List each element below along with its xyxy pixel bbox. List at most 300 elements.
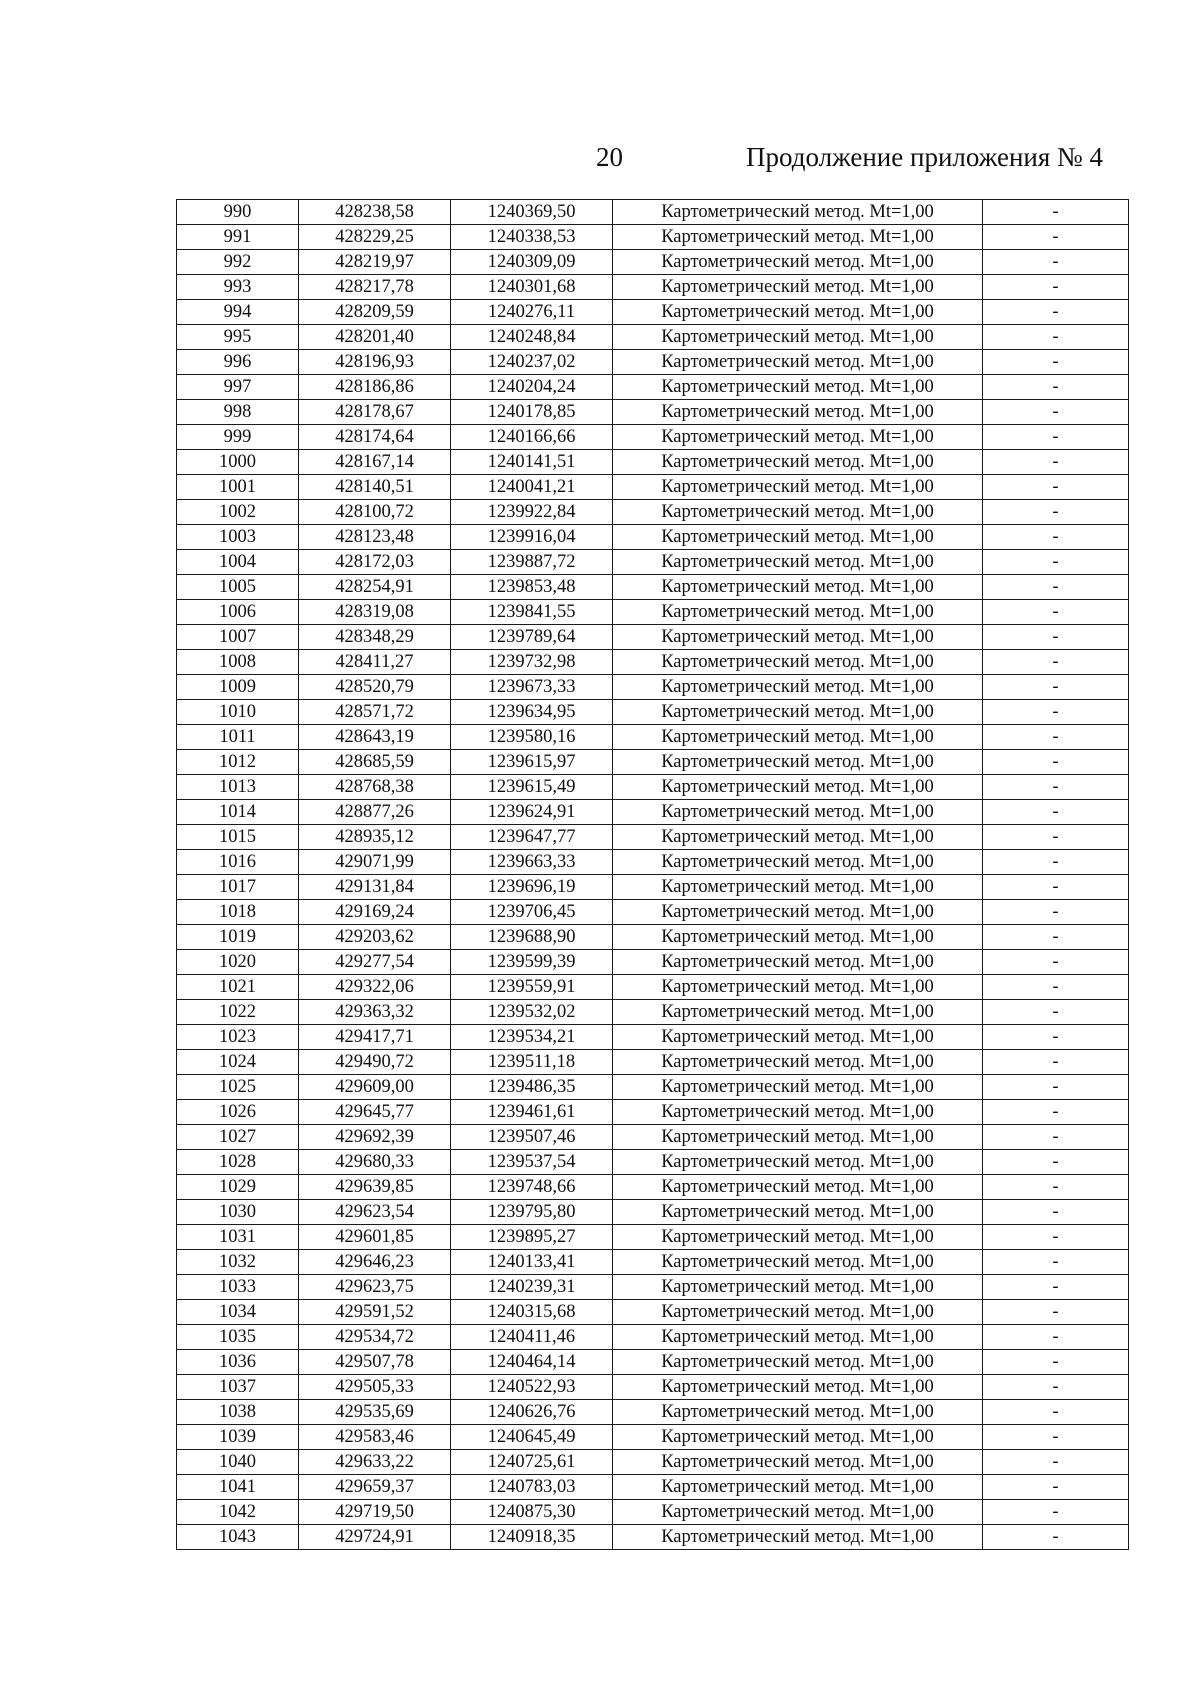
table-row — [177, 475, 1129, 500]
table-row — [177, 825, 1129, 850]
table-row — [177, 875, 1129, 900]
table-row — [177, 975, 1129, 1000]
x-coordinate-cell: 429277,54 — [299, 950, 451, 975]
note-cell: - — [983, 300, 1129, 325]
y-coordinate-cell: 1240645,49 — [451, 1425, 613, 1450]
point-number-cell: 1037 — [177, 1375, 299, 1400]
method-cell: Картометрический метод. Mt=1,00 — [613, 1100, 983, 1125]
x-coordinate-cell: 428217,78 — [299, 275, 451, 300]
note-cell: - — [983, 250, 1129, 275]
method-cell: Картометрический метод. Mt=1,00 — [613, 1350, 983, 1375]
method-cell: Картометрический метод. Mt=1,00 — [613, 1125, 983, 1150]
point-number-cell: 1040 — [177, 1450, 299, 1475]
table-row — [177, 1375, 1129, 1400]
method-cell: Картометрический метод. Mt=1,00 — [613, 500, 983, 525]
note-cell: - — [983, 875, 1129, 900]
note-cell: - — [983, 1425, 1129, 1450]
point-number-cell: 1028 — [177, 1150, 299, 1175]
coordinates-table — [176, 199, 1129, 1550]
table-row — [177, 1450, 1129, 1475]
point-number-cell: 1002 — [177, 500, 299, 525]
method-cell: Картометрический метод. Mt=1,00 — [613, 300, 983, 325]
y-coordinate-cell: 1239673,33 — [451, 675, 613, 700]
x-coordinate-cell: 429645,77 — [299, 1100, 451, 1125]
table-row — [177, 1425, 1129, 1450]
table-row — [177, 325, 1129, 350]
table-row — [177, 1225, 1129, 1250]
note-cell: - — [983, 1400, 1129, 1425]
y-coordinate-cell: 1240522,93 — [451, 1375, 613, 1400]
table-row — [177, 850, 1129, 875]
note-cell: - — [983, 650, 1129, 675]
point-number-cell: 1009 — [177, 675, 299, 700]
y-coordinate-cell: 1239663,33 — [451, 850, 613, 875]
note-cell: - — [983, 625, 1129, 650]
note-cell: - — [983, 1200, 1129, 1225]
point-number-cell: 1015 — [177, 825, 299, 850]
x-coordinate-cell: 429322,06 — [299, 975, 451, 1000]
method-cell: Картометрический метод. Mt=1,00 — [613, 400, 983, 425]
note-cell: - — [983, 1150, 1129, 1175]
method-cell: Картометрический метод. Mt=1,00 — [613, 550, 983, 575]
point-number-cell: 999 — [177, 425, 299, 450]
method-cell: Картометрический метод. Mt=1,00 — [613, 825, 983, 850]
table-row — [177, 1150, 1129, 1175]
y-coordinate-cell: 1239534,21 — [451, 1025, 613, 1050]
note-cell: - — [983, 400, 1129, 425]
note-cell: - — [983, 1000, 1129, 1025]
y-coordinate-cell: 1239580,16 — [451, 725, 613, 750]
point-number-cell: 1036 — [177, 1350, 299, 1375]
y-coordinate-cell: 1239511,18 — [451, 1050, 613, 1075]
page-caption: Продолжение приложения № 4 — [746, 142, 1104, 172]
note-cell: - — [983, 425, 1129, 450]
table-row — [177, 575, 1129, 600]
method-cell: Картометрический метод. Mt=1,00 — [613, 1525, 983, 1550]
x-coordinate-cell: 429507,78 — [299, 1350, 451, 1375]
table-row — [177, 625, 1129, 650]
x-coordinate-cell: 429417,71 — [299, 1025, 451, 1050]
method-cell: Картометрический метод. Mt=1,00 — [613, 1275, 983, 1300]
method-cell: Картометрический метод. Mt=1,00 — [613, 200, 983, 225]
x-coordinate-cell: 429659,37 — [299, 1475, 451, 1500]
x-coordinate-cell: 429646,23 — [299, 1250, 451, 1275]
method-cell: Картометрический метод. Mt=1,00 — [613, 700, 983, 725]
note-cell: - — [983, 450, 1129, 475]
y-coordinate-cell: 1240204,24 — [451, 375, 613, 400]
y-coordinate-cell: 1240133,41 — [451, 1250, 613, 1275]
table-row — [177, 300, 1129, 325]
note-cell: - — [983, 1325, 1129, 1350]
y-coordinate-cell: 1239789,64 — [451, 625, 613, 650]
x-coordinate-cell: 429363,32 — [299, 1000, 451, 1025]
table-row — [177, 650, 1129, 675]
y-coordinate-cell: 1240918,35 — [451, 1525, 613, 1550]
method-cell: Картометрический метод. Mt=1,00 — [613, 925, 983, 950]
y-coordinate-cell: 1239895,27 — [451, 1225, 613, 1250]
x-coordinate-cell: 428411,27 — [299, 650, 451, 675]
point-number-cell: 1018 — [177, 900, 299, 925]
method-cell: Картометрический метод. Mt=1,00 — [613, 675, 983, 700]
method-cell: Картометрический метод. Mt=1,00 — [613, 1200, 983, 1225]
note-cell: - — [983, 800, 1129, 825]
x-coordinate-cell: 428768,38 — [299, 775, 451, 800]
y-coordinate-cell: 1239732,98 — [451, 650, 613, 675]
point-number-cell: 1017 — [177, 875, 299, 900]
x-coordinate-cell: 428196,93 — [299, 350, 451, 375]
note-cell: - — [983, 775, 1129, 800]
point-number-cell: 992 — [177, 250, 299, 275]
note-cell: - — [983, 925, 1129, 950]
point-number-cell: 1010 — [177, 700, 299, 725]
x-coordinate-cell: 428319,08 — [299, 600, 451, 625]
y-coordinate-cell: 1239615,49 — [451, 775, 613, 800]
point-number-cell: 1033 — [177, 1275, 299, 1300]
table-row — [177, 500, 1129, 525]
point-number-cell: 1027 — [177, 1125, 299, 1150]
x-coordinate-cell: 428254,91 — [299, 575, 451, 600]
x-coordinate-cell: 429724,91 — [299, 1525, 451, 1550]
note-cell: - — [983, 900, 1129, 925]
method-cell: Картометрический метод. Mt=1,00 — [613, 1225, 983, 1250]
table-row — [177, 1350, 1129, 1375]
point-number-cell: 1029 — [177, 1175, 299, 1200]
method-cell: Картометрический метод. Mt=1,00 — [613, 725, 983, 750]
table-row — [177, 1075, 1129, 1100]
point-number-cell: 1041 — [177, 1475, 299, 1500]
method-cell: Картометрический метод. Mt=1,00 — [613, 1400, 983, 1425]
y-coordinate-cell: 1239922,84 — [451, 500, 613, 525]
note-cell: - — [983, 350, 1129, 375]
note-cell: - — [983, 1375, 1129, 1400]
x-coordinate-cell: 428685,59 — [299, 750, 451, 775]
method-cell: Картометрический метод. Mt=1,00 — [613, 1175, 983, 1200]
method-cell: Картометрический метод. Mt=1,00 — [613, 775, 983, 800]
x-coordinate-cell: 429609,00 — [299, 1075, 451, 1100]
method-cell: Картометрический метод. Mt=1,00 — [613, 950, 983, 975]
table-row — [177, 275, 1129, 300]
x-coordinate-cell: 429169,24 — [299, 900, 451, 925]
point-number-cell: 1001 — [177, 475, 299, 500]
note-cell: - — [983, 1050, 1129, 1075]
x-coordinate-cell: 428186,86 — [299, 375, 451, 400]
y-coordinate-cell: 1240626,76 — [451, 1400, 613, 1425]
point-number-cell: 990 — [177, 200, 299, 225]
x-coordinate-cell: 428201,40 — [299, 325, 451, 350]
note-cell: - — [983, 225, 1129, 250]
method-cell: Картометрический метод. Mt=1,00 — [613, 225, 983, 250]
y-coordinate-cell: 1240178,85 — [451, 400, 613, 425]
x-coordinate-cell: 429623,54 — [299, 1200, 451, 1225]
table-row — [177, 250, 1129, 275]
method-cell: Картометрический метод. Mt=1,00 — [613, 900, 983, 925]
y-coordinate-cell: 1240875,30 — [451, 1500, 613, 1525]
y-coordinate-cell: 1239795,80 — [451, 1200, 613, 1225]
method-cell: Картометрический метод. Mt=1,00 — [613, 975, 983, 1000]
x-coordinate-cell: 429639,85 — [299, 1175, 451, 1200]
table-row — [177, 400, 1129, 425]
y-coordinate-cell: 1239748,66 — [451, 1175, 613, 1200]
x-coordinate-cell: 429601,85 — [299, 1225, 451, 1250]
x-coordinate-cell: 428140,51 — [299, 475, 451, 500]
point-number-cell: 1005 — [177, 575, 299, 600]
table-row — [177, 1200, 1129, 1225]
y-coordinate-cell: 1240166,66 — [451, 425, 613, 450]
note-cell: - — [983, 1300, 1129, 1325]
point-number-cell: 1012 — [177, 750, 299, 775]
x-coordinate-cell: 428167,14 — [299, 450, 451, 475]
method-cell: Картометрический метод. Mt=1,00 — [613, 575, 983, 600]
table-row — [177, 1475, 1129, 1500]
x-coordinate-cell: 429535,69 — [299, 1400, 451, 1425]
point-number-cell: 1011 — [177, 725, 299, 750]
x-coordinate-cell: 429534,72 — [299, 1325, 451, 1350]
y-coordinate-cell: 1240301,68 — [451, 275, 613, 300]
method-cell: Картометрический метод. Mt=1,00 — [613, 650, 983, 675]
table-row — [177, 600, 1129, 625]
table-row — [177, 700, 1129, 725]
table-row — [177, 200, 1129, 225]
point-number-cell: 1004 — [177, 550, 299, 575]
table-row — [177, 1325, 1129, 1350]
y-coordinate-cell: 1240309,09 — [451, 250, 613, 275]
method-cell: Картометрический метод. Mt=1,00 — [613, 475, 983, 500]
note-cell: - — [983, 325, 1129, 350]
note-cell: - — [983, 550, 1129, 575]
point-number-cell: 1022 — [177, 1000, 299, 1025]
y-coordinate-cell: 1239841,55 — [451, 600, 613, 625]
table-row — [177, 525, 1129, 550]
note-cell: - — [983, 675, 1129, 700]
y-coordinate-cell: 1240237,02 — [451, 350, 613, 375]
point-number-cell: 1034 — [177, 1300, 299, 1325]
y-coordinate-cell: 1239532,02 — [451, 1000, 613, 1025]
y-coordinate-cell: 1240239,31 — [451, 1275, 613, 1300]
method-cell: Картометрический метод. Mt=1,00 — [613, 600, 983, 625]
point-number-cell: 1016 — [177, 850, 299, 875]
y-coordinate-cell: 1240141,51 — [451, 450, 613, 475]
point-number-cell: 1021 — [177, 975, 299, 1000]
x-coordinate-cell: 428172,03 — [299, 550, 451, 575]
x-coordinate-cell: 429692,39 — [299, 1125, 451, 1150]
method-cell: Картометрический метод. Mt=1,00 — [613, 1500, 983, 1525]
point-number-cell: 1039 — [177, 1425, 299, 1450]
note-cell: - — [983, 1175, 1129, 1200]
table-row — [177, 950, 1129, 975]
table-row — [177, 1050, 1129, 1075]
method-cell: Картометрический метод. Mt=1,00 — [613, 325, 983, 350]
point-number-cell: 1030 — [177, 1200, 299, 1225]
point-number-cell: 993 — [177, 275, 299, 300]
table-row — [177, 800, 1129, 825]
point-number-cell: 1006 — [177, 600, 299, 625]
table-row — [177, 1175, 1129, 1200]
note-cell: - — [983, 725, 1129, 750]
note-cell: - — [983, 375, 1129, 400]
y-coordinate-cell: 1240041,21 — [451, 475, 613, 500]
y-coordinate-cell: 1239507,46 — [451, 1125, 613, 1150]
method-cell: Картометрический метод. Mt=1,00 — [613, 750, 983, 775]
y-coordinate-cell: 1239634,95 — [451, 700, 613, 725]
y-coordinate-cell: 1240369,50 — [451, 200, 613, 225]
point-number-cell: 995 — [177, 325, 299, 350]
point-number-cell: 1038 — [177, 1400, 299, 1425]
y-coordinate-cell: 1239706,45 — [451, 900, 613, 925]
y-coordinate-cell: 1239696,19 — [451, 875, 613, 900]
note-cell: - — [983, 1025, 1129, 1050]
method-cell: Картометрический метод. Mt=1,00 — [613, 875, 983, 900]
table-row — [177, 550, 1129, 575]
x-coordinate-cell: 428229,25 — [299, 225, 451, 250]
table-row — [177, 1400, 1129, 1425]
method-cell: Картометрический метод. Mt=1,00 — [613, 1000, 983, 1025]
table-row — [177, 1275, 1129, 1300]
point-number-cell: 1042 — [177, 1500, 299, 1525]
point-number-cell: 1031 — [177, 1225, 299, 1250]
y-coordinate-cell: 1240276,11 — [451, 300, 613, 325]
coordinates-table-body — [177, 200, 1129, 1550]
method-cell: Картометрический метод. Mt=1,00 — [613, 1425, 983, 1450]
method-cell: Картометрический метод. Mt=1,00 — [613, 1025, 983, 1050]
point-number-cell: 997 — [177, 375, 299, 400]
method-cell: Картометрический метод. Mt=1,00 — [613, 850, 983, 875]
table-row — [177, 375, 1129, 400]
note-cell: - — [983, 825, 1129, 850]
method-cell: Картометрический метод. Mt=1,00 — [613, 800, 983, 825]
table-row — [177, 425, 1129, 450]
point-number-cell: 1013 — [177, 775, 299, 800]
point-number-cell: 1025 — [177, 1075, 299, 1100]
y-coordinate-cell: 1240464,14 — [451, 1350, 613, 1375]
note-cell: - — [983, 1500, 1129, 1525]
x-coordinate-cell: 428100,72 — [299, 500, 451, 525]
point-number-cell: 994 — [177, 300, 299, 325]
note-cell: - — [983, 475, 1129, 500]
note-cell: - — [983, 1475, 1129, 1500]
method-cell: Картометрический метод. Mt=1,00 — [613, 1375, 983, 1400]
method-cell: Картометрический метод. Mt=1,00 — [613, 625, 983, 650]
x-coordinate-cell: 428571,72 — [299, 700, 451, 725]
table-row — [177, 900, 1129, 925]
point-number-cell: 998 — [177, 400, 299, 425]
point-number-cell: 1003 — [177, 525, 299, 550]
x-coordinate-cell: 429591,52 — [299, 1300, 451, 1325]
y-coordinate-cell: 1239916,04 — [451, 525, 613, 550]
x-coordinate-cell: 429623,75 — [299, 1275, 451, 1300]
y-coordinate-cell: 1240315,68 — [451, 1300, 613, 1325]
note-cell: - — [983, 975, 1129, 1000]
x-coordinate-cell: 428219,97 — [299, 250, 451, 275]
x-coordinate-cell: 428174,64 — [299, 425, 451, 450]
y-coordinate-cell: 1239461,61 — [451, 1100, 613, 1125]
table-row — [177, 1000, 1129, 1025]
table-row — [177, 1250, 1129, 1275]
note-cell: - — [983, 1100, 1129, 1125]
method-cell: Картометрический метод. Mt=1,00 — [613, 275, 983, 300]
table-row — [177, 350, 1129, 375]
x-coordinate-cell: 428643,19 — [299, 725, 451, 750]
point-number-cell: 1026 — [177, 1100, 299, 1125]
note-cell: - — [983, 1450, 1129, 1475]
table-row — [177, 725, 1129, 750]
method-cell: Картометрический метод. Mt=1,00 — [613, 375, 983, 400]
y-coordinate-cell: 1240411,46 — [451, 1325, 613, 1350]
point-number-cell: 1008 — [177, 650, 299, 675]
x-coordinate-cell: 428935,12 — [299, 825, 451, 850]
x-coordinate-cell: 428123,48 — [299, 525, 451, 550]
table-row — [177, 750, 1129, 775]
note-cell: - — [983, 600, 1129, 625]
page-number: 20 — [596, 142, 623, 172]
point-number-cell: 1007 — [177, 625, 299, 650]
y-coordinate-cell: 1239624,91 — [451, 800, 613, 825]
note-cell: - — [983, 275, 1129, 300]
y-coordinate-cell: 1239853,48 — [451, 575, 613, 600]
y-coordinate-cell: 1240338,53 — [451, 225, 613, 250]
point-number-cell: 991 — [177, 225, 299, 250]
x-coordinate-cell: 429680,33 — [299, 1150, 451, 1175]
table-row — [177, 450, 1129, 475]
point-number-cell: 1023 — [177, 1025, 299, 1050]
method-cell: Картометрический метод. Mt=1,00 — [613, 350, 983, 375]
y-coordinate-cell: 1240248,84 — [451, 325, 613, 350]
x-coordinate-cell: 428877,26 — [299, 800, 451, 825]
x-coordinate-cell: 429719,50 — [299, 1500, 451, 1525]
y-coordinate-cell: 1239599,39 — [451, 950, 613, 975]
table-row — [177, 1525, 1129, 1550]
point-number-cell: 1035 — [177, 1325, 299, 1350]
note-cell: - — [983, 1275, 1129, 1300]
table-row — [177, 1025, 1129, 1050]
method-cell: Картометрический метод. Mt=1,00 — [613, 450, 983, 475]
method-cell: Картометрический метод. Mt=1,00 — [613, 1325, 983, 1350]
note-cell: - — [983, 200, 1129, 225]
x-coordinate-cell: 429203,62 — [299, 925, 451, 950]
table-row — [177, 1500, 1129, 1525]
x-coordinate-cell: 429583,46 — [299, 1425, 451, 1450]
x-coordinate-cell: 429633,22 — [299, 1450, 451, 1475]
method-cell: Картометрический метод. Mt=1,00 — [613, 1300, 983, 1325]
x-coordinate-cell: 428238,58 — [299, 200, 451, 225]
note-cell: - — [983, 1075, 1129, 1100]
table-row — [177, 1125, 1129, 1150]
table-row — [177, 775, 1129, 800]
method-cell: Картометрический метод. Mt=1,00 — [613, 1150, 983, 1175]
point-number-cell: 1032 — [177, 1250, 299, 1275]
note-cell: - — [983, 1125, 1129, 1150]
table-row — [177, 225, 1129, 250]
y-coordinate-cell: 1239887,72 — [451, 550, 613, 575]
method-cell: Картометрический метод. Mt=1,00 — [613, 425, 983, 450]
y-coordinate-cell: 1239559,91 — [451, 975, 613, 1000]
x-coordinate-cell: 428209,59 — [299, 300, 451, 325]
table-row — [177, 925, 1129, 950]
point-number-cell: 1024 — [177, 1050, 299, 1075]
note-cell: - — [983, 1250, 1129, 1275]
note-cell: - — [983, 750, 1129, 775]
table-row — [177, 675, 1129, 700]
method-cell: Картометрический метод. Mt=1,00 — [613, 1450, 983, 1475]
note-cell: - — [983, 500, 1129, 525]
point-number-cell: 1043 — [177, 1525, 299, 1550]
x-coordinate-cell: 429131,84 — [299, 875, 451, 900]
point-number-cell: 996 — [177, 350, 299, 375]
note-cell: - — [983, 1525, 1129, 1550]
x-coordinate-cell: 429071,99 — [299, 850, 451, 875]
y-coordinate-cell: 1239486,35 — [451, 1075, 613, 1100]
x-coordinate-cell: 428520,79 — [299, 675, 451, 700]
method-cell: Картометрический метод. Mt=1,00 — [613, 1475, 983, 1500]
